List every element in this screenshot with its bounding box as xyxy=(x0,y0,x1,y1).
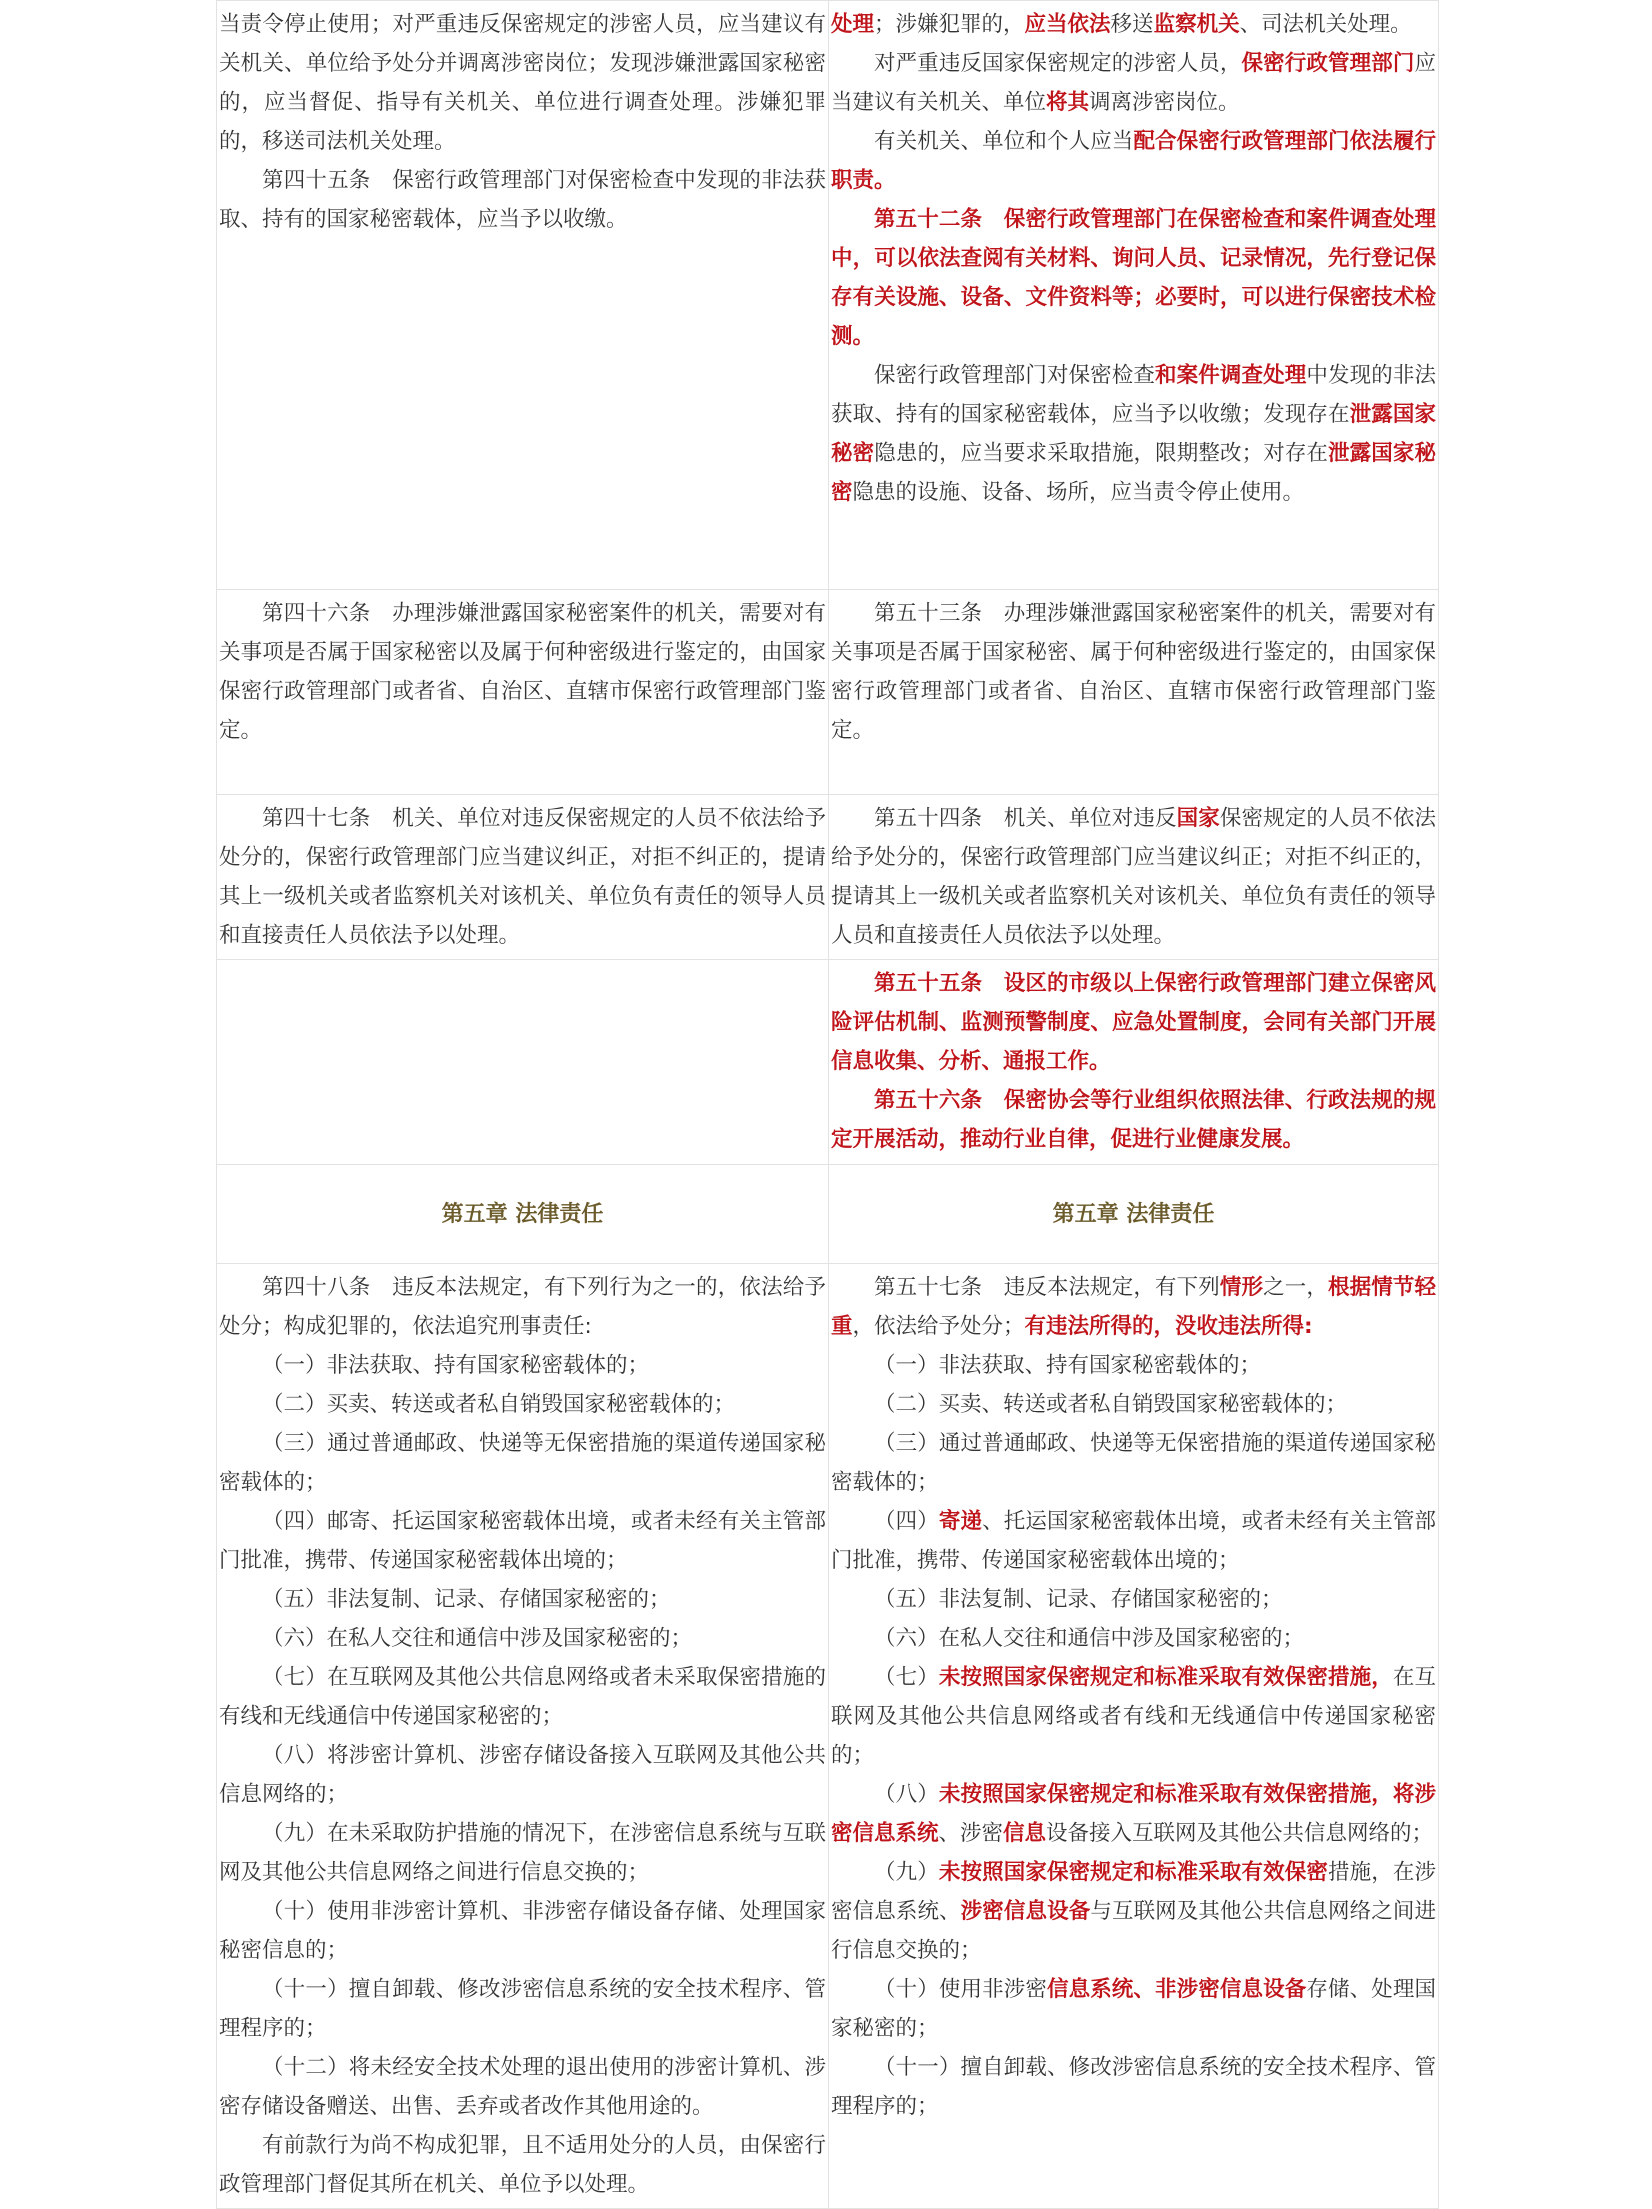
text-segment: （九）在未采取防护措施的情况下，在涉密信息系统与互联网及其他公共信息网络之间进行信息交换的； xyxy=(219,1821,826,1885)
article-paragraph xyxy=(219,1580,826,1619)
old-law-cell xyxy=(217,795,829,960)
text-segment: （十一）擅自卸载、修改涉密信息系统的安全技术程序、管理程序的； xyxy=(831,2055,1436,2119)
new-law-cell xyxy=(829,960,1439,1165)
text-segment: 之一， xyxy=(1263,1275,1328,1300)
text-segment: 对严重违反国家保密规定的涉密人员， xyxy=(874,51,1242,76)
text-segment: （一）非法获取、持有国家秘密载体的； xyxy=(874,1353,1262,1378)
new-law-cell xyxy=(829,1,1439,590)
text-segment: 有关机关、单位和个人应当 xyxy=(874,129,1134,154)
text-segment: 、司法机关处理。 xyxy=(1239,12,1412,37)
article-paragraph xyxy=(831,1775,1436,1853)
article-paragraph xyxy=(831,1385,1436,1424)
article-paragraph xyxy=(831,1502,1436,1580)
article-paragraph xyxy=(831,2048,1436,2126)
old-law-cell xyxy=(217,1165,829,1264)
amended-text: 配合保密行政管理部门依法履行职责。 xyxy=(831,129,1436,193)
article-paragraph xyxy=(831,5,1436,44)
text-segment: （四）邮寄、托运国家秘密载体出境，或者未经有关主管部门批准，携带、传递国家秘密载体出境的； xyxy=(219,1509,826,1573)
amended-text: 将其 xyxy=(1046,90,1090,115)
text-segment: 当责令停止使用；对严重违反保密规定的涉密人员，应当建议有关机关、单位给予处分并调离涉密岗位；发现涉嫌泄露国家秘密的，应当督促、指导有关机关、单位进行调查处理。涉嫌犯罪的，移送司法机关处理。 xyxy=(219,12,826,154)
text-segment: 与互联网及其他公共信息网络之间进行信息交换的； xyxy=(831,1899,1436,1963)
article-paragraph xyxy=(831,1081,1436,1159)
article-paragraph xyxy=(219,799,826,955)
amended-text: 情形 xyxy=(1219,1275,1264,1300)
article-paragraph xyxy=(219,2048,826,2126)
text-segment: （十）使用非涉密 xyxy=(874,1977,1047,2002)
article-paragraph xyxy=(219,1385,826,1424)
old-law-cell xyxy=(217,590,829,795)
text-segment: 、涉密 xyxy=(938,1821,1004,1846)
old-law-cell xyxy=(217,1264,829,2209)
text-segment: （五）非法复制、记录、存储国家秘密的； xyxy=(262,1587,671,1612)
text-segment: （十二）将未经安全技术处理的退出使用的涉密计算机、涉密存储设备赠送、出售、丢弃或者改作其他用途的。 xyxy=(219,2055,826,2119)
article-paragraph xyxy=(831,1580,1436,1619)
amended-text: 泄露国家秘密 xyxy=(831,441,1436,505)
text-segment: 、托运国家秘密载体出境，或者未经有关主管部门批准，携带、传递国家秘密载体出境的； xyxy=(831,1509,1436,1573)
law-comparison-table xyxy=(216,0,1439,2209)
amended-text: 保密行政管理部门 xyxy=(1241,51,1415,76)
article-paragraph xyxy=(219,1346,826,1385)
text-segment: 应当建议有关机关、单位 xyxy=(831,51,1436,115)
text-segment: （六）在私人交往和通信中涉及国家秘密的； xyxy=(874,1626,1305,1651)
text-segment: 第四十八条 违反本法规定，有下列行为之一的，依法给予处分；构成犯罪的，依法追究刑事责任: xyxy=(219,1275,826,1339)
text-segment: （二）买卖、转送或者私自销毁国家秘密载体的； xyxy=(262,1392,736,1417)
article-paragraph xyxy=(219,5,826,161)
article-paragraph xyxy=(831,1853,1436,1970)
text-segment: 存储、处理国家秘密的； xyxy=(831,1977,1436,2041)
text-segment: 第五十三条 办理涉嫌泄露国家秘密案件的机关，需要对有关事项是否属于国家秘密、属于何种密级进行鉴定的，由国家保密行政管理部门或者省、自治区、直辖市保密行政管理部门鉴定。 xyxy=(831,601,1436,743)
text-segment: 第四十五条 保密行政管理部门对保密检查中发现的非法获取、持有的国家秘密载体，应当予以收缴。 xyxy=(219,168,826,232)
article-paragraph xyxy=(219,1736,826,1814)
chapter-title: 第五章 法律责任 xyxy=(1052,1201,1215,1227)
text-segment: 保密规定的人员不依法给予处分的，保密行政管理部门应当建议纠正；对拒不纠正的，提请其上一级机关或者监察机关对该机关、单位负有责任的领导人员和直接责任人员依法予以处理。 xyxy=(831,806,1436,948)
text-segment: （八） xyxy=(874,1782,939,1807)
new-law-cell xyxy=(829,590,1439,795)
article-paragraph xyxy=(831,799,1436,955)
text-segment: （一）非法获取、持有国家秘密载体的； xyxy=(262,1353,650,1378)
article-row xyxy=(217,795,1439,960)
text-segment: 隐患的，应当要求采取措施，限期整改；对存在 xyxy=(874,441,1329,466)
article-paragraph xyxy=(219,1619,826,1658)
article-paragraph xyxy=(219,1814,826,1892)
text-segment: ，依法给予处分； xyxy=(852,1314,1025,1339)
text-segment: （二）买卖、转送或者私自销毁国家秘密载体的； xyxy=(874,1392,1348,1417)
new-law-cell xyxy=(829,1165,1439,1264)
text-segment: （五）非法复制、记录、存储国家秘密的； xyxy=(874,1587,1283,1612)
text-segment: （六）在私人交往和通信中涉及国家秘密的； xyxy=(262,1626,693,1651)
article-paragraph xyxy=(831,356,1436,512)
amended-text: 第五十五条 设区的市级以上保密行政管理部门建立保密风险评估机制、监测预警制度、应急处置制度，会同有关部门开展信息收集、分析、通报工作。 xyxy=(831,971,1436,1074)
amended-text: 寄递 xyxy=(938,1509,983,1534)
amended-text: 第五十六条 保密协会等行业组织依照法律、行政法规的规定开展活动，推动行业自律，促进行业健康发展。 xyxy=(831,1088,1436,1152)
text-segment: 第四十七条 机关、单位对违反保密规定的人员不依法给予处分的，保密行政管理部门应当建议纠正，对拒不纠正的，提请其上一级机关或者监察机关对该机关、单位负有责任的领导人员和直接责任人员依法予以处理。 xyxy=(219,806,826,948)
text-segment: 设备接入互联网及其他公共信息网络的； xyxy=(1046,1821,1434,1846)
article-paragraph xyxy=(831,1658,1436,1775)
text-segment: （三）通过普通邮政、快递等无保密措施的渠道传递国家秘密载体的； xyxy=(219,1431,826,1495)
article-row xyxy=(217,1264,1439,2209)
text-segment: （三）通过普通邮政、快递等无保密措施的渠道传递国家秘密载体的； xyxy=(831,1431,1436,1495)
article-paragraph xyxy=(219,1892,826,1970)
text-segment: 移送 xyxy=(1110,12,1154,37)
chapter-row xyxy=(217,1165,1439,1264)
article-paragraph xyxy=(831,594,1436,750)
article-row xyxy=(217,590,1439,795)
new-law-cell xyxy=(829,1264,1439,2209)
amended-text: 和案件调查处理 xyxy=(1155,363,1307,388)
amended-text: 信息系统、非涉密信息设备 xyxy=(1046,1977,1307,2002)
article-paragraph xyxy=(831,44,1436,122)
text-segment: （九） xyxy=(874,1860,939,1885)
text-segment: 调离涉密岗位。 xyxy=(1089,90,1240,115)
text-segment: （七） xyxy=(874,1665,939,1690)
article-row xyxy=(217,960,1439,1165)
text-segment: （十）使用非涉密计算机、非涉密存储设备存储、处理国家秘密信息的； xyxy=(219,1899,826,1963)
article-paragraph xyxy=(219,1970,826,2048)
article-paragraph xyxy=(831,1619,1436,1658)
article-paragraph xyxy=(831,1970,1436,2048)
old-law-cell xyxy=(217,1,829,590)
text-segment: 第五十七条 违反本法规定，有下列 xyxy=(874,1275,1220,1300)
chapter-title: 第五章 法律责任 xyxy=(441,1201,604,1227)
amended-text: 处理 xyxy=(831,12,875,37)
text-segment: 中发现的非法获取、持有的国家秘密载体，应当予以收缴；发现存在 xyxy=(831,363,1436,427)
article-paragraph xyxy=(831,1268,1436,1346)
amended-text: 根据情节轻重 xyxy=(831,1275,1436,1339)
new-law-cell xyxy=(829,795,1439,960)
amended-text: 应当依法 xyxy=(1024,12,1111,37)
amended-text: 有违法所得的，没收违法所得: xyxy=(1024,1314,1313,1339)
article-paragraph xyxy=(831,200,1436,356)
article-paragraph xyxy=(219,1658,826,1736)
text-segment: 有前款行为尚不构成犯罪，且不适用处分的人员，由保密行政管理部门督促其所在机关、单位予以处理。 xyxy=(219,2133,826,2197)
text-segment: （八）将涉密计算机、涉密存储设备接入互联网及其他公共信息网络的； xyxy=(219,1743,826,1807)
article-paragraph xyxy=(219,1502,826,1580)
article-paragraph xyxy=(831,1346,1436,1385)
amended-text: 监察机关 xyxy=(1153,12,1240,37)
amended-text: 未按照国家保密规定和标准采取有效保密措施，将涉密信息系统 xyxy=(831,1782,1436,1846)
article-paragraph xyxy=(831,1424,1436,1502)
text-segment: 在互联网及其他公共信息网络或者有线和无线通信中传递国家秘密的； xyxy=(831,1665,1436,1768)
article-paragraph xyxy=(219,161,826,239)
old-law-cell xyxy=(217,960,829,1165)
amended-text: 国家 xyxy=(1176,806,1220,831)
article-paragraph xyxy=(219,594,826,750)
article-paragraph xyxy=(831,122,1436,200)
text-segment: 第五十四条 机关、单位对违反 xyxy=(874,806,1177,831)
article-row xyxy=(217,1,1439,590)
amended-text: 第五十二条 保密行政管理部门在保密检查和案件调查处理中，可以依法查阅有关材料、询问人员、记录情况，先行登记保存有关设施、设备、文件资料等；必要时，可以进行保密技术检测。 xyxy=(831,207,1436,349)
text-segment: （四） xyxy=(874,1509,939,1534)
article-paragraph xyxy=(219,2126,826,2204)
article-paragraph xyxy=(219,1268,826,1346)
amended-text: 泄露国家秘密 xyxy=(831,402,1436,466)
text-segment: （七）在互联网及其他公共信息网络或者未采取保密措施的有线和无线通信中传递国家秘密的； xyxy=(219,1665,826,1729)
amended-text: 未按照国家保密规定和标准采取有效保密措施， xyxy=(938,1665,1393,1690)
article-paragraph xyxy=(831,964,1436,1081)
text-segment: （十一）擅自卸载、修改涉密信息系统的安全技术程序、管理程序的； xyxy=(219,1977,826,2041)
amended-text: 信息 xyxy=(1003,1821,1047,1846)
amended-text: 未按照国家保密规定和标准采取有效保密 xyxy=(938,1860,1328,1885)
amended-text: 涉密信息设备 xyxy=(960,1899,1091,1924)
text-segment: 保密行政管理部门对保密检查 xyxy=(874,363,1156,388)
text-segment: 隐患的设施、设备、场所，应当责令停止使用。 xyxy=(852,480,1305,505)
text-segment: 措施，在涉密信息系统、 xyxy=(831,1860,1436,1924)
text-segment: 第四十六条 办理涉嫌泄露国家秘密案件的机关，需要对有关事项是否属于国家秘密以及属于何种密级进行鉴定的，由国家保密行政管理部门或者省、自治区、直辖市保密行政管理部门鉴定。 xyxy=(219,601,826,743)
text-segment: ；涉嫌犯罪的， xyxy=(874,12,1025,37)
article-paragraph xyxy=(219,1424,826,1502)
